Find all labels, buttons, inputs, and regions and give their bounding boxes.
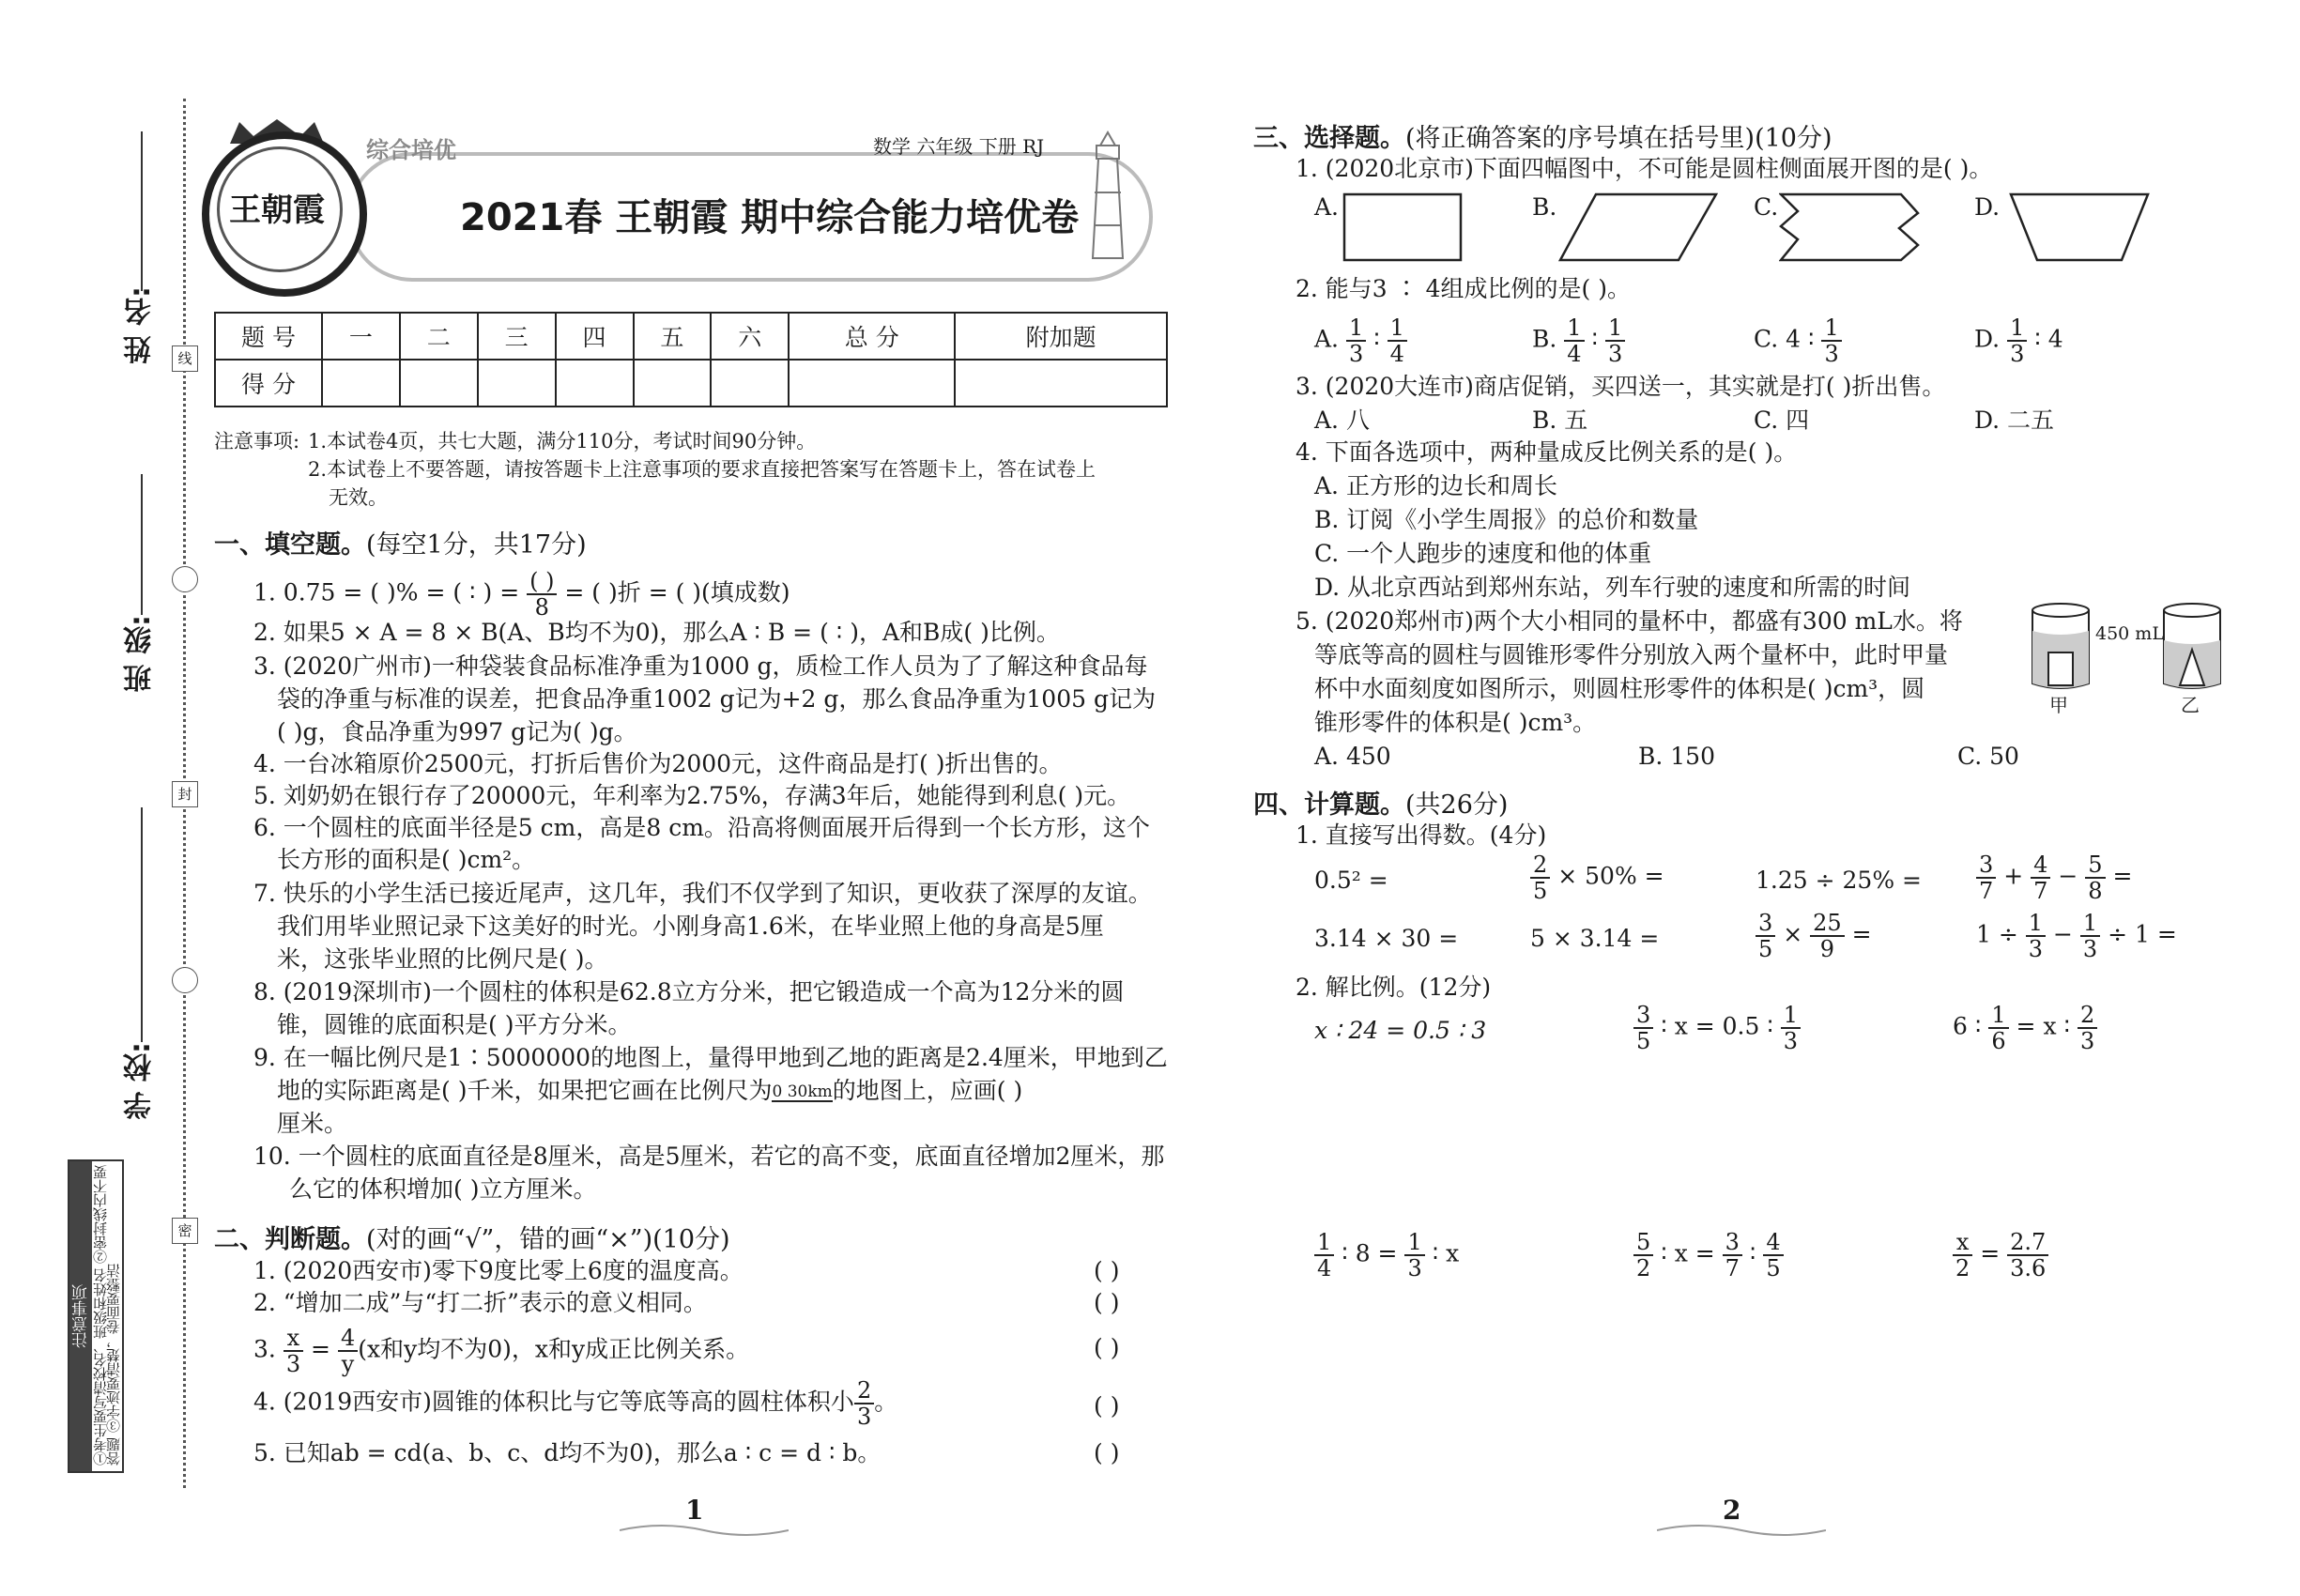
q3-4-opt-b: B. 订阅《小学生周报》的总价和数量 <box>1314 506 1699 533</box>
q3-1: 1. (2020北京市)下面四幅图中，不可能是圆柱侧面展开图的是( )。 <box>1296 155 1993 182</box>
q3-4: 4. 下面各选项中，两种量成反比例关系的是( )。 <box>1296 438 1798 466</box>
notes-line-1: 1.本试卷4页，共七大题，满分110分，考试时间90分钟。 <box>308 430 817 453</box>
q1-5: 5. 刘奶奶在银行存了20000元，年利率为2.75%，存满3年后，她能得到利息( )元。 <box>253 782 1131 809</box>
frac-num: ( ) <box>527 569 557 595</box>
cup-jia-label: 甲 <box>2049 694 2068 716</box>
parallelogram-shape <box>1558 192 1718 263</box>
eq-text: ∶ x = 0.5 ∶ <box>1661 1012 1773 1040</box>
rectangle-shape <box>1342 192 1464 263</box>
calc-4: $\frac{3}{7}$ + $\frac{4}{7}$ − $\frac{5}{8}$ = <box>1976 852 2132 903</box>
q3-2-opt-d: D. $\frac{1}{3}$ ∶ 4 <box>1974 315 2063 367</box>
q3-3: 3. (2020大连市)商店促销，买四送一，其实就是打( )折出售。 <box>1296 373 1946 400</box>
q3-4-opt-d: D. 从北京西站到郑州东站，列车行驶的速度和所需的时间 <box>1314 574 1911 601</box>
class-label: 班 级: <box>124 615 157 693</box>
series-label: 综合培优 <box>366 137 456 163</box>
q3-1-opt-a: A. <box>1314 193 1340 221</box>
section-sub: (共26分) <box>1405 790 1509 820</box>
calc-2: $\frac{2}{5}$ × 50% = <box>1530 852 1664 903</box>
school-label: 学 校: <box>124 1042 157 1120</box>
q3-5b: 等底等高的圆柱与圆锥形零件分别放入两个量杯中，此时甲量 <box>1314 641 1949 668</box>
calc-6: 5 × 3.14 = <box>1530 925 1660 952</box>
section-2-title <box>214 1219 730 1255</box>
q1-6a: 6. 一个圆柱的底面半径是5 cm，高是8 cm。沿高将侧面展开后得到一个长方形，这个 <box>253 814 1150 841</box>
seal-mark-xian: 线 <box>172 345 198 372</box>
q1-3b: 袋的净重与标准的误差，把食品净重1002 g记为+2 g，那么食品净重为1005 g记为 <box>277 685 1156 713</box>
calc-1: 0.5² = <box>1314 867 1388 894</box>
q-text: 。 <box>874 1388 898 1416</box>
page-number-right: 2 <box>1723 1495 1741 1526</box>
class-line <box>141 474 143 615</box>
table-cell: 附加题 <box>955 313 1167 360</box>
score-cell[interactable] <box>556 360 634 407</box>
score-table-header-row <box>215 313 1167 360</box>
q-text: (x和y均不为0)，x和y成正比例关系。 <box>358 1335 750 1363</box>
opt-label: A. <box>1314 325 1340 353</box>
score-cell[interactable] <box>789 360 955 407</box>
eq-4: $\frac{1}{4}$ ∶ 8 = $\frac{1}{3}$ ∶ x <box>1314 1230 1459 1281</box>
calc-5: 3.14 × 30 = <box>1314 925 1459 952</box>
cup-level-label: 450 mL <box>2095 623 2164 644</box>
table-cell: 四 <box>556 313 634 360</box>
frac-num: 4 <box>338 1326 358 1352</box>
q1-3c: ( )g，食品净重为997 g记为( )g。 <box>277 718 637 745</box>
q3-5-opt-c: C. 50 <box>1957 743 2019 770</box>
q-text: 4. (2019西安市)圆锥的体积比与它等底等高的圆柱体积小 <box>253 1388 854 1416</box>
score-cell[interactable] <box>400 360 478 407</box>
calc-3: 1.25 ÷ 25% = <box>1756 867 1922 894</box>
score-table <box>214 312 1168 407</box>
eq-text: = <box>1980 1239 2001 1267</box>
header-meta: 数学 六年级 下册 RJ <box>873 135 1045 158</box>
q1-4: 4. 一台冰箱原价2500元，打折后售价为2000元，这件商品是打( )折出售的。 <box>253 750 1063 777</box>
section-sub: (每空1分，共17分) <box>366 530 587 560</box>
score-table-row <box>215 360 1167 407</box>
calc-8: 1 ÷ $\frac{1}{3}$ − $\frac{1}{3}$ ÷ 1 = <box>1976 910 2177 962</box>
table-cell: 题 号 <box>215 313 322 360</box>
q2-3 <box>253 1326 749 1376</box>
score-cell[interactable] <box>322 360 400 407</box>
school-line <box>141 807 143 1042</box>
side-notice-body: ①考生要写清校名、班级和姓名 ②密封线内不要答题 ③字迹要清楚，卷面要整洁 <box>92 1165 122 1466</box>
seal-mark-mi: 密 <box>172 1218 198 1244</box>
q-text: = <box>303 1335 338 1363</box>
opt-label: D. <box>1974 325 2001 353</box>
table-cell: 六 <box>711 313 789 360</box>
fraction <box>338 1326 358 1376</box>
section-sub: (将正确答案的序号填在括号里)(10分) <box>1405 124 1832 153</box>
section-title: 一、填空题。 <box>214 530 366 560</box>
opt-text: ∶ 4 <box>2034 325 2063 353</box>
frac-num: x <box>284 1326 303 1352</box>
q1-6b: 长方形的面积是( )cm²。 <box>277 846 536 873</box>
seal-dot <box>172 967 198 993</box>
q1-3a: 3. (2020广州市)一种袋装食品标准净重为1000 g，质检工作人员为了了解这种食品每 <box>253 652 1148 680</box>
eq-5: $\frac{5}{2}$ ∶ x = $\frac{3}{7}$ ∶ $\frac{4}{5}$ <box>1633 1230 1784 1281</box>
q3-1-opt-c: C. <box>1754 193 1779 221</box>
q1-7b: 我们用毕业照记录下这美好的时光。小刚身高1.6米，在毕业照上他的身高是5厘 <box>277 913 1104 940</box>
q4-1: 1. 直接写出得数。(4分) <box>1296 821 1547 849</box>
calc-text: × 50% = <box>1557 862 1664 890</box>
notes-line-2: 2.本试卷上不要答题，请按答题卡上注意事项的要求直接把答案写在答题卡上，答在试卷上 <box>308 458 1096 481</box>
q3-3-opt-b: B. 五 <box>1532 407 1588 434</box>
table-cell: 五 <box>634 313 712 360</box>
q3-3-opt-c: C. 四 <box>1754 407 1810 434</box>
eq-text: ∶ 8 = <box>1342 1239 1398 1267</box>
q3-5-opt-b: B. 150 <box>1638 743 1715 770</box>
q3-5c: 杯中水面刻度如图所示，则圆柱形零件的体积是( )cm³，圆 <box>1314 675 1925 702</box>
eq-text: ∶ x <box>1432 1239 1460 1267</box>
q-text: 地的实际距离是( )千米，如果把它画在比例尺为 <box>277 1077 773 1104</box>
q-text: = ( )折 = ( )(填成数) <box>557 578 790 606</box>
page-ornament-icon <box>1657 1521 1826 1540</box>
brand-logo <box>202 131 367 297</box>
score-cell[interactable] <box>634 360 712 407</box>
score-cell[interactable] <box>478 360 556 407</box>
seal-dot <box>172 566 198 592</box>
answer-bracket[interactable]: ( ) <box>1094 1257 1120 1284</box>
q3-4-opt-a: A. 正方形的边长和周长 <box>1314 472 1557 499</box>
eq-2: $\frac{3}{5}$ ∶ x = 0.5 ∶ $\frac{1}{3}$ <box>1633 1003 1801 1053</box>
table-cell: 一 <box>322 313 400 360</box>
seal-mark-feng: 封 <box>172 781 198 807</box>
q3-3-opt-d: D. 二五 <box>1974 407 2055 434</box>
frac-den: 8 <box>534 594 549 621</box>
opt-label: B. <box>1532 325 1557 353</box>
q3-2-opt-c: C. 4 ∶ $\frac{1}{3}$ <box>1754 315 1842 366</box>
fraction <box>284 1326 303 1376</box>
q4-2: 2. 解比例。(12分) <box>1296 974 1492 1001</box>
eq-text: = x ∶ <box>2016 1012 2070 1040</box>
q1-9b <box>277 1074 1022 1108</box>
eq-6: $\frac{x}{2}$ = $\frac{2.7}{3.6}$ <box>1953 1230 2048 1281</box>
section-sub: (对的画“√”，错的画“×”)(10分) <box>366 1225 730 1254</box>
q1-8b: 锥，圆锥的底面积是( )平方分米。 <box>277 1011 632 1038</box>
zigzag-shape <box>1779 192 1920 263</box>
q3-5-opt-a: A. 450 <box>1314 743 1391 770</box>
trapezoid-shape <box>2009 192 2150 263</box>
table-cell: 三 <box>478 313 556 360</box>
q2-1: 1. (2020西安市)零下9度比零上6度的温度高。 <box>253 1257 744 1284</box>
calc-text: 1 ÷ <box>1976 920 2018 948</box>
eq-1: x ∶ 24 = 0.5 ∶ 3 <box>1314 1017 1487 1044</box>
q1-7a: 7. 快乐的小学生活已接近尾声，这几年，我们不仅学到了知识，更收获了深厚的友谊。 <box>253 880 1152 907</box>
answer-bracket[interactable]: ( ) <box>1094 1289 1120 1316</box>
scale-bar: 0 30km <box>772 1082 833 1101</box>
name-line <box>141 131 143 291</box>
q3-5d: 锥形零件的体积是( )cm³。 <box>1314 709 1597 736</box>
page-number-left: 1 <box>685 1495 704 1526</box>
q1-10b: 么它的体积增加( )立方厘米。 <box>289 1175 597 1203</box>
fraction <box>527 569 557 620</box>
section-title: 三、选择题。 <box>1253 124 1405 153</box>
q1-8a: 8. (2019深圳市)一个圆柱的体积是62.8立方分米，把它锻造成一个高为12分米的圆 <box>253 978 1125 1005</box>
fraction <box>854 1378 874 1429</box>
score-cell[interactable] <box>711 360 789 407</box>
q1-2: 2. 如果5 × A = 8 × B(A、B均不为0)，那么A ∶ B = ( ∶ )，A和B成( )比例。 <box>253 619 1060 646</box>
name-label: 姓 名: <box>124 286 157 364</box>
q1-7c: 米，这张毕业照的比例尺是( )。 <box>277 945 608 973</box>
eq-text: ∶ x = <box>1661 1239 1715 1267</box>
q3-2-opt-b: B. $\frac{1}{4}$ ∶ $\frac{1}{3}$ <box>1532 315 1625 366</box>
q3-5a: 5. (2020郑州市)两个大小相同的量杯中，都盛有300 mL水。将 <box>1296 607 1963 635</box>
frac-num: 2 <box>854 1378 874 1404</box>
logo-text: 王朝霞 <box>229 192 325 229</box>
q3-3-opt-a: A. 八 <box>1314 407 1370 434</box>
q-text: 1. 0.75 = ( )% = ( ∶ ) = <box>253 578 528 606</box>
cup-jia-figure <box>2028 601 2093 695</box>
q-text: 的地图上，应画( ) <box>832 1077 1023 1104</box>
table-cell: 总 分 <box>789 313 955 360</box>
notes-line-3: 无效。 <box>329 486 388 509</box>
q2-5: 5. 已知ab = cd(a、b、c、d均不为0)，那么a ∶ c = d ∶ b。 <box>253 1439 882 1466</box>
calc-7: $\frac{3}{5}$ × $\frac{25}{9}$ = <box>1756 911 1872 961</box>
table-cell: 得 分 <box>215 360 322 407</box>
lighthouse-icon <box>1080 127 1136 268</box>
q1-9a: 9. 在一幅比例尺是1∶5000000的地图上，量得甲地到乙地的距离是2.4厘米，甲地到乙 <box>253 1044 1168 1071</box>
frac-den: 3 <box>856 1404 872 1430</box>
section-4-title <box>1253 784 1508 821</box>
eq-text: 6 ∶ <box>1953 1012 1982 1040</box>
cup-yi-figure <box>2159 601 2225 695</box>
table-cell: 二 <box>400 313 478 360</box>
frac-den: 3 <box>285 1351 301 1377</box>
q1-9c: 厘米。 <box>277 1110 348 1137</box>
score-cell[interactable] <box>955 360 1167 407</box>
answer-bracket[interactable]: ( ) <box>1094 1439 1120 1466</box>
section-3-title <box>1253 117 1832 154</box>
frac-den: y <box>341 1351 355 1377</box>
q2-2: 2. “增加二成”与“打二折”表示的意义相同。 <box>253 1289 707 1316</box>
section-1-title <box>214 524 587 560</box>
q3-1-opt-d: D. <box>1974 193 2001 221</box>
q3-2-opt-a: A. $\frac{1}{3}$ ∶ $\frac{1}{4}$ <box>1314 315 1407 366</box>
side-notice-box <box>68 1159 124 1473</box>
answer-bracket[interactable]: ( ) <box>1094 1392 1120 1420</box>
q1-1 <box>253 569 790 620</box>
q3-4-opt-c: C. 一个人跑步的速度和他的体重 <box>1314 540 1652 567</box>
q2-4 <box>253 1378 897 1429</box>
q3-1-opt-b: B. <box>1532 193 1557 221</box>
q3-2: 2. 能与3 ∶ 4组成比例的是( )。 <box>1296 275 1631 302</box>
side-notice-head: 注意事项 <box>69 1161 92 1471</box>
frac-num: 2.7 <box>2007 1230 2048 1256</box>
q1-10a: 10. 一个圆柱的底面直径是8厘米，高是5厘米，若它的高不变，底面直径增加2厘米，那 <box>253 1143 1165 1170</box>
page-title: 2021春 王朝霞 期中综合能力培优卷 <box>460 196 1080 239</box>
cup-yi-label: 乙 <box>2181 694 2200 716</box>
page-ornament-icon <box>620 1521 789 1540</box>
section-title: 二、判断题。 <box>214 1225 366 1254</box>
eq-text: ∶ <box>1749 1239 1756 1267</box>
notes-label: 注意事项: <box>214 430 300 453</box>
q-text: 3. <box>253 1335 284 1363</box>
section-title: 四、计算题。 <box>1253 790 1405 820</box>
eq-3: 6 ∶ $\frac{1}{6}$ = x ∶ $\frac{2}{3}$ <box>1953 1003 2097 1053</box>
opt-label: C. 4 ∶ <box>1754 325 1815 353</box>
answer-bracket[interactable]: ( ) <box>1094 1334 1120 1361</box>
frac-den: 3.6 <box>2010 1255 2047 1281</box>
